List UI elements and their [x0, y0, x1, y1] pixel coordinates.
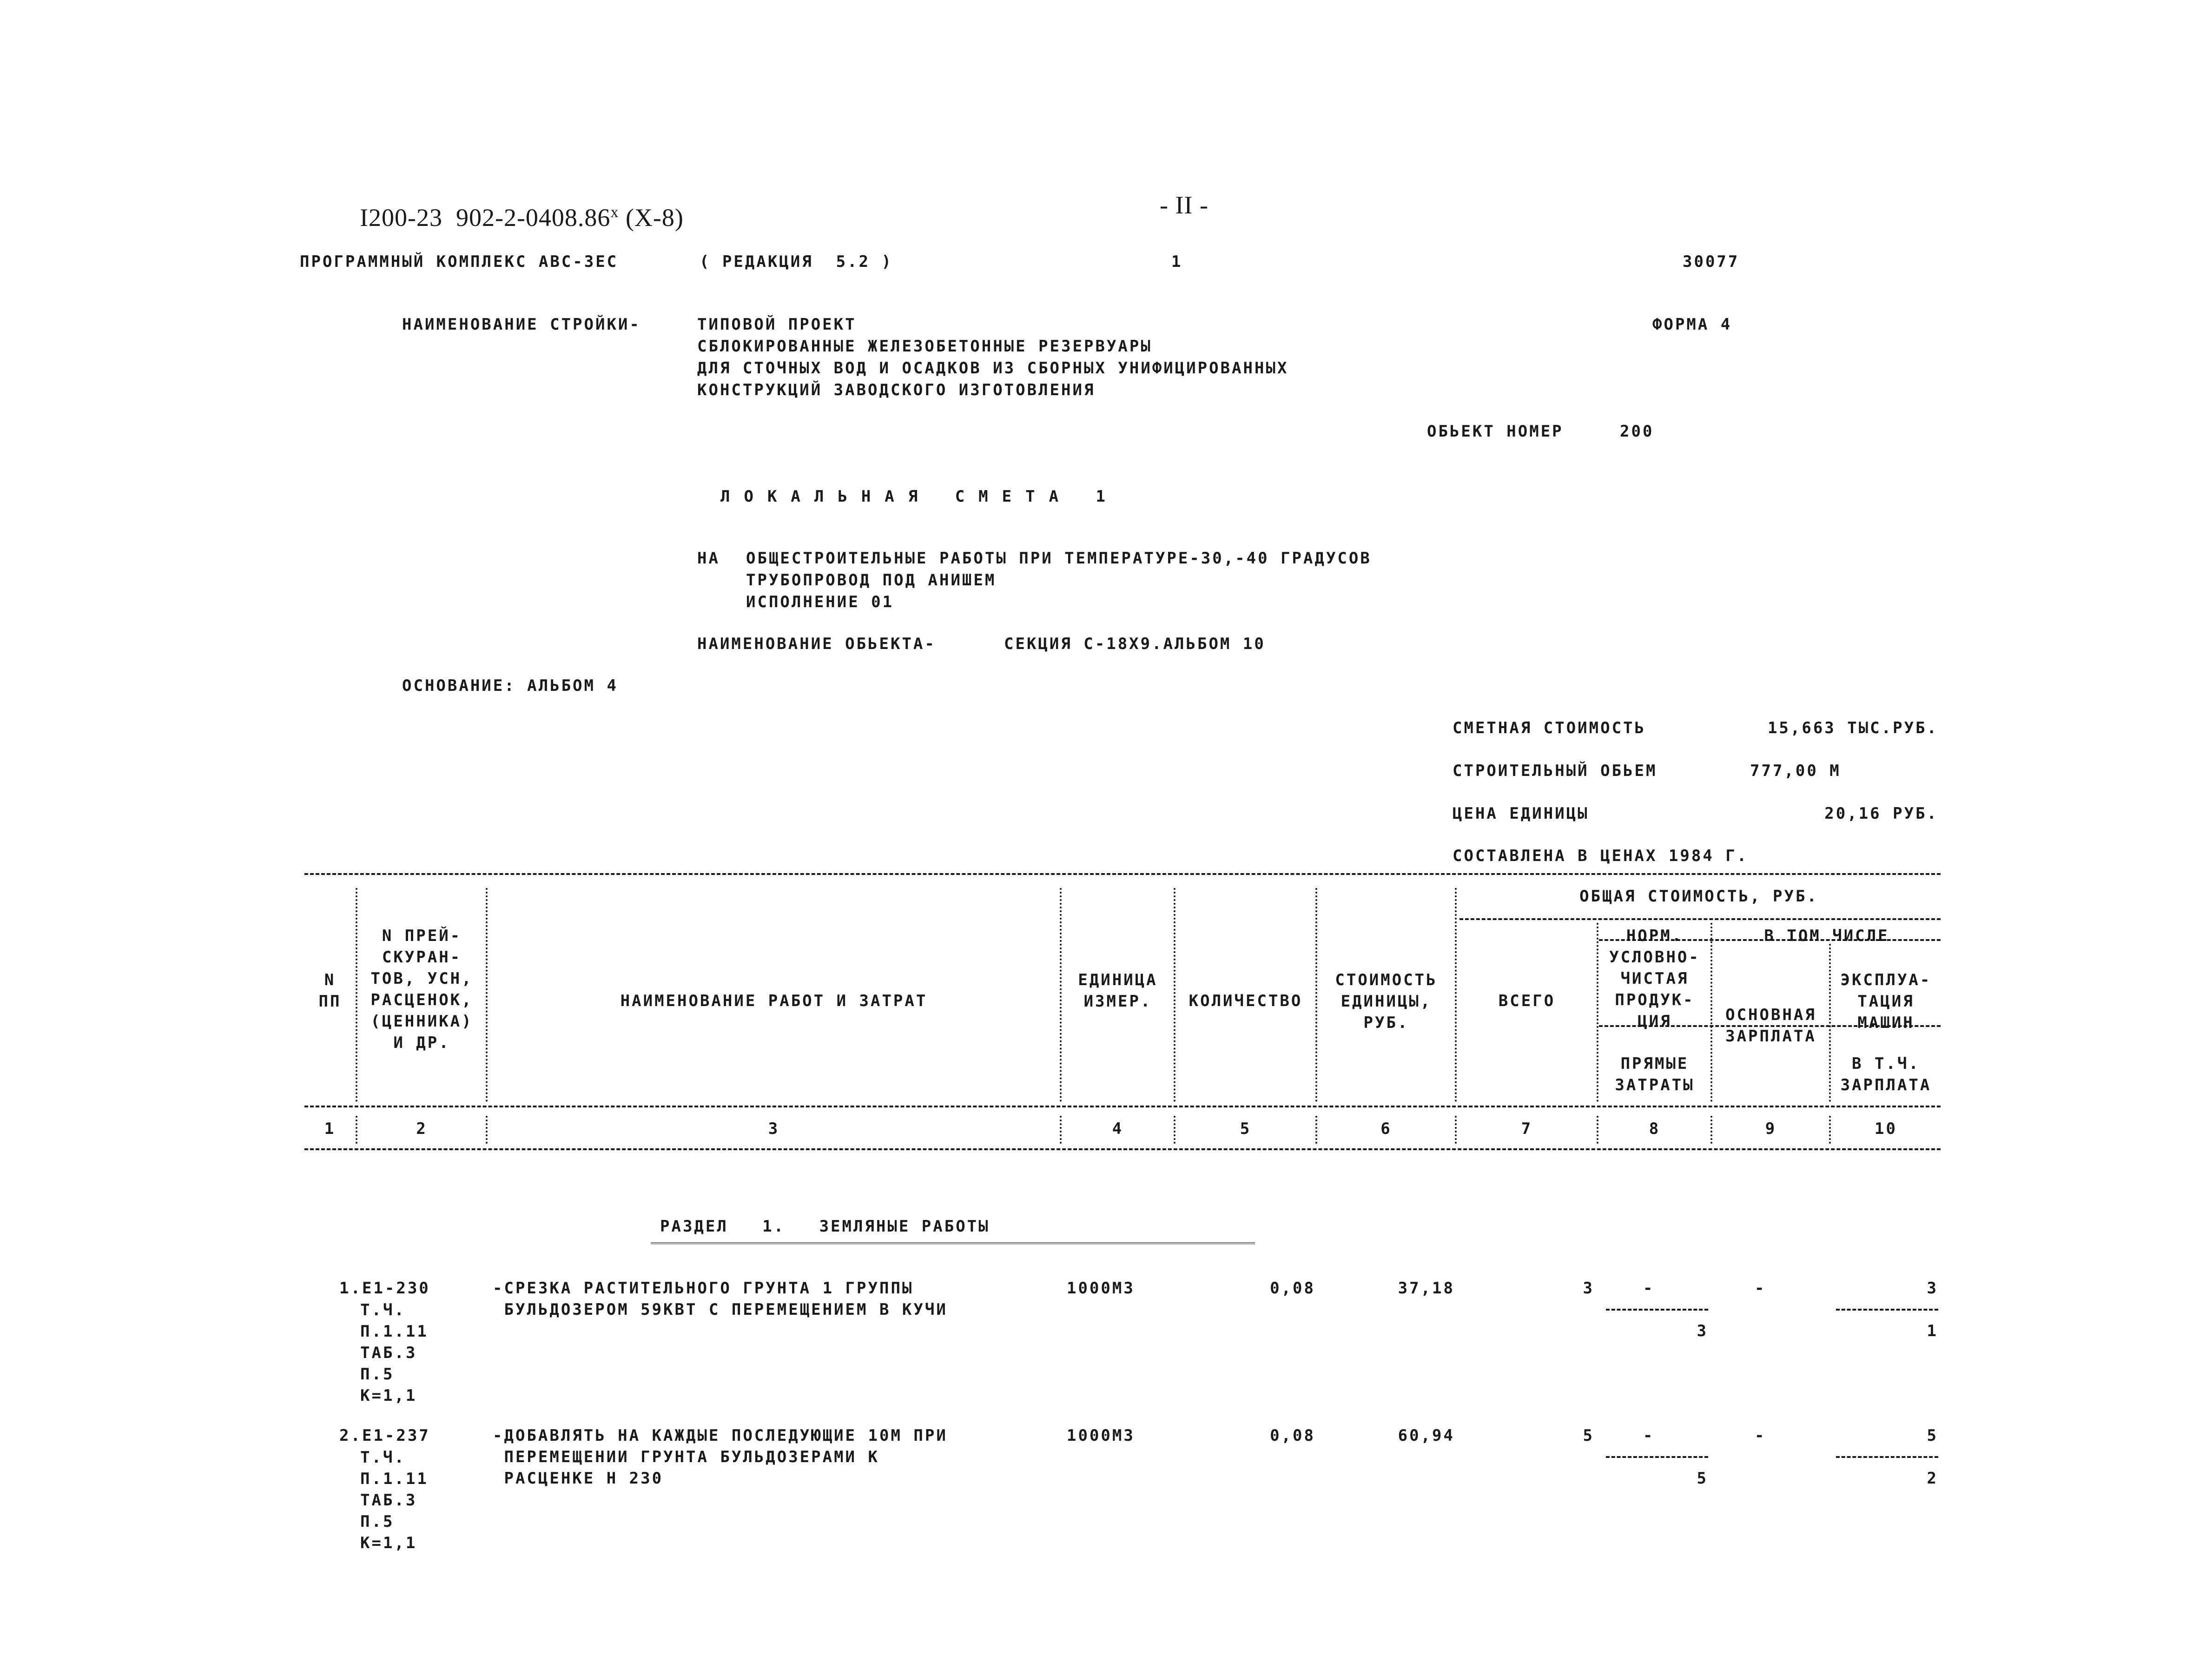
basis-line: ОСНОВАНИЕ: АЛЬБОМ 4: [402, 676, 618, 695]
row-1-col9: -: [1755, 1279, 1766, 1298]
col-sep-1: [356, 888, 357, 1102]
row-1-col10-top: 3: [1927, 1279, 1938, 1298]
row-1-col10-rule: [1836, 1309, 1938, 1311]
group-divider-rule: [1459, 918, 1941, 920]
row-1-total: 3: [1583, 1279, 1594, 1298]
num-sep-9: [1829, 1116, 1831, 1144]
summary-label-unit-price: ЦЕНА ЕДИНИЦЫ: [1453, 804, 1589, 823]
col-number-1: 1: [324, 1120, 336, 1138]
row-1-unit: 1000М3: [1067, 1279, 1135, 1298]
row-2-col8-top: -: [1643, 1426, 1655, 1445]
program-edition: ( РЕДАКЦИЯ 5.2 ): [700, 252, 893, 271]
row-2-col9: -: [1755, 1426, 1766, 1445]
summary-value-unit-price: 20,16 РУБ.: [1824, 804, 1938, 823]
col-number-7: 7: [1521, 1120, 1533, 1138]
row-1-col8-bottom: 3: [1697, 1322, 1708, 1340]
col-number-5: 5: [1240, 1120, 1252, 1138]
construction-line-2: СБЛОКИРОВАННЫЕ ЖЕЛЕЗОБЕТОННЫЕ РЕЗЕРВУАРЫ: [697, 337, 1152, 356]
works-line-1: ОБЩЕСТРОИТЕЛЬНЫЕ РАБОТЫ ПРИ ТЕМПЕРАТУРЕ-30,-40 ГРАДУСОВ: [746, 549, 1372, 568]
header-col-5: КОЛИЧЕСТВО: [1189, 992, 1303, 1010]
col-sep-3: [1060, 888, 1062, 1102]
works-line-3: ИСПОЛНЕНИЕ 01: [746, 593, 894, 611]
num-sep-4: [1174, 1116, 1175, 1144]
row-2-qty: 0,08: [1270, 1426, 1315, 1445]
row-2-num: 2.Е1-237: [339, 1426, 430, 1445]
row-1-col8-top: -: [1643, 1279, 1655, 1298]
stamp-sup: x: [610, 204, 619, 221]
row-2-ref: Т.Ч. П.1.11 ТАБ.3 П.5 К=1,1: [360, 1448, 429, 1552]
summary-value-volume: 777,00 М: [1750, 762, 1841, 780]
col-sep-8: [1710, 923, 1712, 1102]
construction-line-1: ТИПОВОЙ ПРОЕКТ: [697, 315, 857, 334]
row-2-col10-rule: [1836, 1456, 1938, 1458]
row-2-col10-top: 5: [1927, 1426, 1938, 1445]
object-number-value: 200: [1620, 422, 1654, 441]
row-1-ref: Т.Ч. П.1.11 ТАБ.3 П.5 К=1,1: [360, 1301, 429, 1405]
row-1-num: 1.Е1-230: [339, 1279, 430, 1298]
works-prefix: НА: [697, 549, 720, 568]
document-stamp: [346, 174, 684, 232]
header-col-3: НАИМЕНОВАНИЕ РАБОТ И ЗАТРАТ: [620, 992, 928, 1010]
header-col-1: N ПП: [318, 971, 342, 1011]
col-sep-2: [486, 888, 488, 1102]
col-sep-6: [1455, 888, 1457, 1102]
row-1-col10-bottom: 1: [1927, 1322, 1938, 1340]
page-number: - II -: [1160, 191, 1208, 219]
stamp-code: 902-2-0408.86: [456, 204, 611, 232]
col-number-9: 9: [1765, 1120, 1777, 1138]
construction-label: НАИМЕНОВАНИЕ СТРОЙКИ-: [402, 315, 641, 334]
header-col-8-bottom: ПРЯМЫЕ ЗАТРАТЫ: [1615, 1054, 1695, 1094]
col-number-8: 8: [1649, 1120, 1661, 1138]
num-sep-5: [1315, 1116, 1317, 1144]
form-label: ФОРМА 4: [1652, 315, 1732, 334]
row-2-col8-rule: [1606, 1456, 1708, 1458]
stamp-tail: (X-8): [625, 204, 684, 232]
construction-line-3: ДЛЯ СТОЧНЫХ ВОД И ОСАДКОВ ИЗ СБОРНЫХ УНИФИЦИРОВАННЫХ: [697, 359, 1289, 378]
col-sep-4: [1174, 888, 1175, 1102]
header-total-group: ОБЩАЯ СТОИМОСТЬ, РУБ.: [1579, 887, 1818, 906]
section-heading: РАЗДЕЛ 1. ЗЕМЛЯНЫЕ РАБОТЫ: [660, 1217, 990, 1236]
works-line-2: ТРУБОПРОВОД ПОД АНИШЕМ: [746, 571, 997, 590]
num-sep-7: [1597, 1116, 1598, 1144]
header-col-8-top: НОРМ. УСЛОВНО- ЧИСТАЯ ПРОДУК- ЦИЯ: [1609, 927, 1700, 1031]
header-bottom-rule: [304, 1106, 1941, 1107]
num-sep-2: [486, 1116, 488, 1144]
col-sep-9: [1829, 944, 1831, 1102]
col-number-4: 4: [1112, 1120, 1124, 1138]
table-numbers-rule: [304, 1148, 1941, 1150]
document-title: ЛОКАЛЬНАЯ СМЕТА 1: [720, 487, 1119, 506]
col-sep-5: [1315, 888, 1317, 1102]
header-col-4: ЕДИНИЦА ИЗМЕР.: [1078, 971, 1158, 1011]
num-sep-3: [1060, 1116, 1062, 1144]
row-1-price: 37,18: [1398, 1279, 1455, 1298]
col-number-3: 3: [768, 1120, 780, 1138]
row-2-price: 60,94: [1398, 1426, 1455, 1445]
row-2-col10-bottom: 2: [1927, 1469, 1938, 1488]
summary-label-cost: СМЕТНАЯ СТОИМОСТЬ: [1453, 719, 1646, 737]
row-2-unit: 1000М3: [1067, 1426, 1135, 1445]
stamp-left: I200-23: [360, 204, 442, 232]
header-col-2: N ПРЕЙ- СКУРАН- ТОВ, УСН, РАСЦЕНОК, (ЦЕННИКА) И ДР.: [370, 927, 473, 1052]
col-sep-7: [1597, 923, 1598, 1102]
num-sep-6: [1455, 1116, 1457, 1144]
header-col-9: ОСНОВНАЯ ЗАРПЛАТА: [1725, 1006, 1816, 1046]
col-number-2: 2: [416, 1120, 428, 1138]
table-top-rule: [304, 873, 1941, 875]
header-in-that: В ТОМ ЧИСЛЕ: [1764, 927, 1889, 945]
sheet-number: 1: [1171, 252, 1183, 271]
construction-line-4: КОНСТРУКЦИЙ ЗАВОДСКОГО ИЗГОТОВЛЕНИЯ: [697, 381, 1096, 399]
section-underline: [651, 1242, 1255, 1244]
program-name: ПРОГРАММНЫЙ КОМПЛЕКС АВС-ЗЕС: [300, 252, 619, 271]
header-col-10-top: ЭКСПЛУА- ТАЦИЯ МАШИН: [1840, 971, 1932, 1032]
row-1-qty: 0,08: [1270, 1279, 1315, 1298]
col-number-6: 6: [1380, 1120, 1392, 1138]
object-name-value: СЕКЦИЯ С-18Х9.АЛЬБОМ 10: [1004, 635, 1266, 653]
row-1-name: -СРЕЗКА РАСТИТЕЛЬНОГО ГРУНТА 1 ГРУППЫ БУЛЬДОЗЕРОМ 59КВТ С ПЕРЕМЕЩЕНИЕМ В КУЧИ: [493, 1279, 948, 1319]
header-col-10-bottom: В Т.Ч. ЗАРПЛАТА: [1840, 1054, 1932, 1094]
row-2-col8-bottom: 5: [1697, 1469, 1708, 1488]
object-number-label: ОБЬЕКТ НОМЕР: [1427, 422, 1564, 441]
col-number-10: 10: [1875, 1120, 1897, 1138]
summary-value-cost: 15,663 ТЫС.РУБ.: [1767, 719, 1938, 737]
row-1-col8-rule: [1606, 1309, 1708, 1311]
summary-label-volume: СТРОИТЕЛЬНЫЙ ОБЬЕМ: [1453, 762, 1657, 780]
num-sep-1: [356, 1116, 357, 1144]
header-col-6: СТОИМОСТЬ ЕДИНИЦЫ, РУБ.: [1335, 971, 1438, 1032]
program-code: 30077: [1683, 252, 1740, 271]
row-2-total: 5: [1583, 1426, 1594, 1445]
prices-note: СОСТАВЛЕНА В ЦЕНАХ 1984 Г.: [1453, 847, 1749, 865]
row-2-name: -ДОБАВЛЯТЬ НА КАЖДЫЕ ПОСЛЕДУЮЩИЕ 10М ПРИ ПЕРЕМЕЩЕНИИ ГРУНТА БУЛЬДОЗЕРАМИ К РАСЦЕНКЕ Н 230: [493, 1426, 948, 1488]
object-name-label: НАИМЕНОВАНИЕ ОБЬЕКТА-: [697, 635, 936, 653]
num-sep-8: [1710, 1116, 1712, 1144]
header-col-7: ВСЕГО: [1498, 992, 1556, 1010]
